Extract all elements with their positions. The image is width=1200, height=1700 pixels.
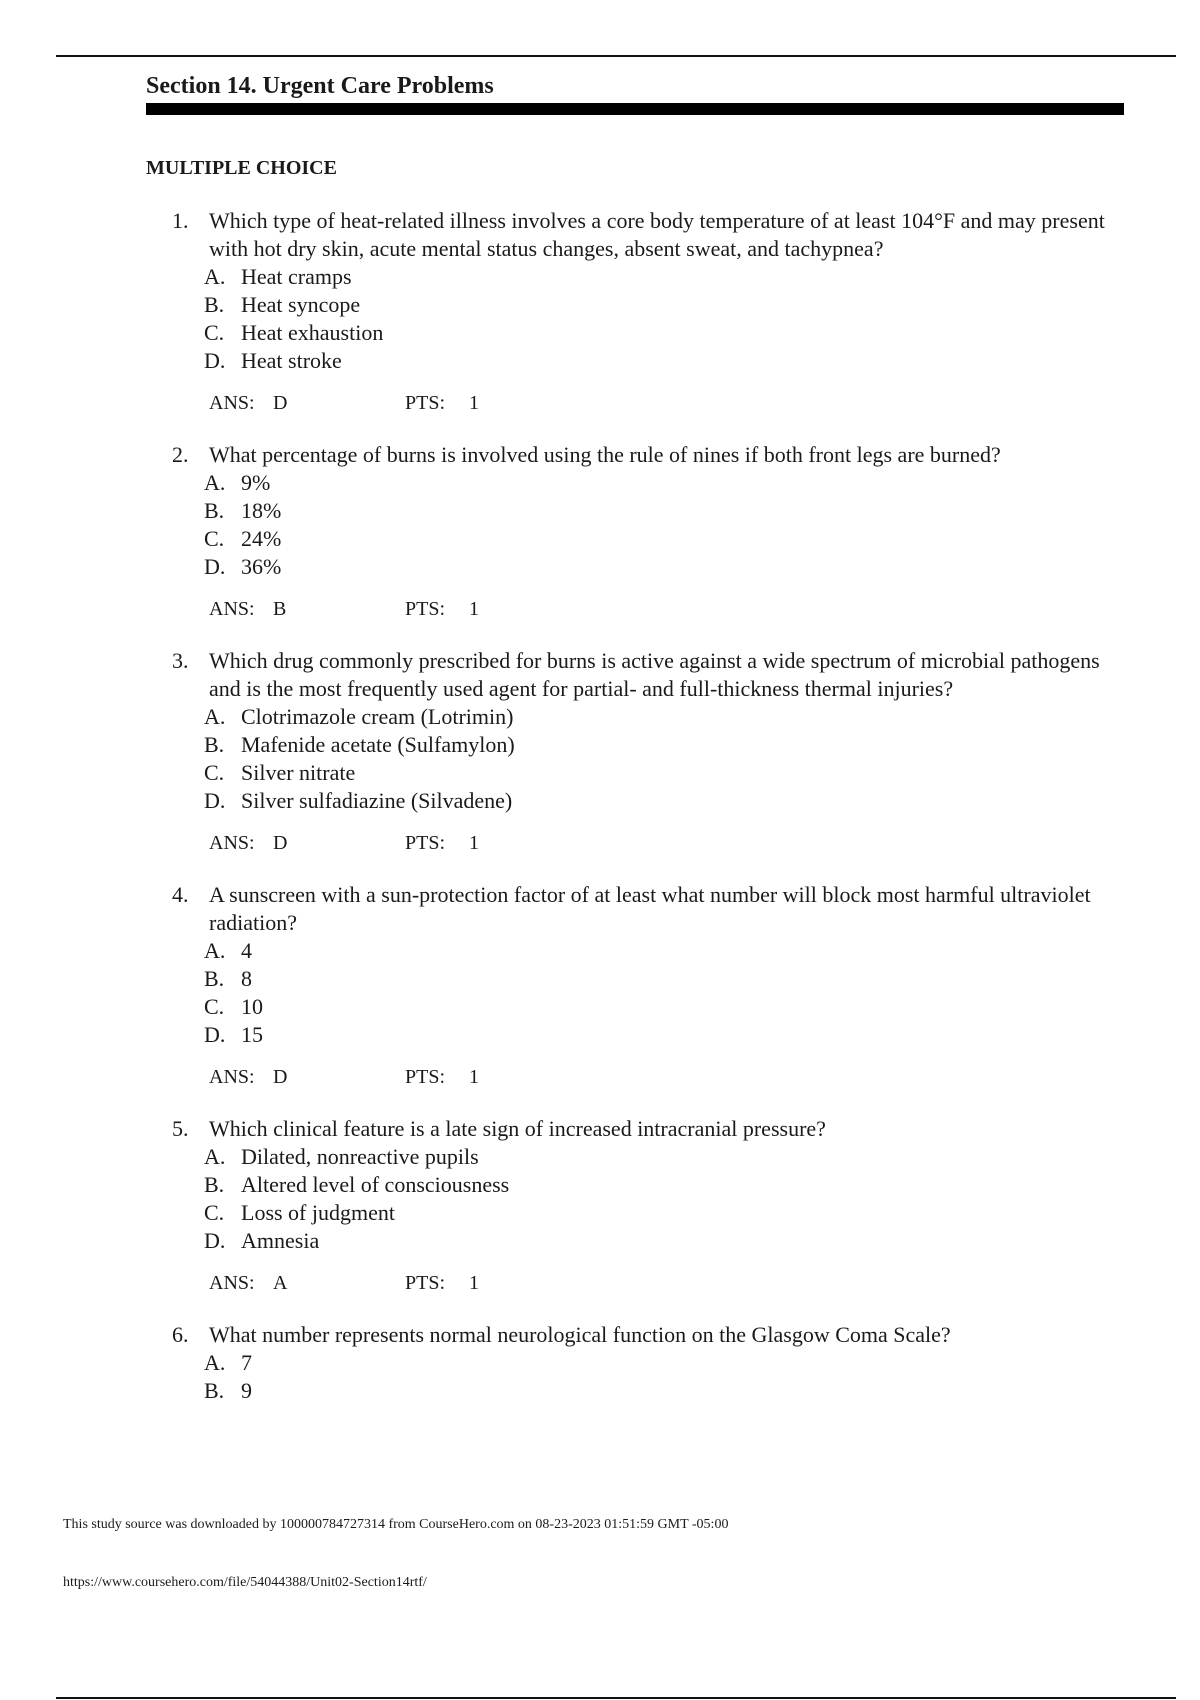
choice-letter: D. [204,348,226,373]
choice-a [204,1143,1132,1171]
choice-b [204,1171,1132,1199]
question-stem: A sunscreen with a sun-protection factor of at least what number will block most harmful ultraviolet radiation? [209,882,1091,935]
choice-list [204,263,1132,375]
choice-a [204,263,1132,291]
choice-b [204,965,1132,993]
choice-c [204,993,1132,1021]
choice-letter: B. [204,1172,225,1197]
choice-text: Altered level of consciousness [241,1172,510,1197]
choice-list [204,1143,1132,1255]
choice-text: Mafenide acetate (Sulfamylon) [241,732,515,757]
choice-letter: D. [204,788,226,813]
choice-text: Silver sulfadiazine (Silvadene) [241,788,513,813]
choice-c [204,759,1132,787]
question-number: 4. [172,882,189,907]
choice-letter: C. [204,1200,225,1225]
points-label: PTS: [405,598,446,620]
choice-text: Heat stroke [241,348,342,373]
question-list [172,207,1132,1405]
choice-list [204,937,1132,1049]
answer-line [209,1269,1132,1297]
points-value: 1 [469,832,479,854]
choice-d [204,553,1132,581]
choice-d [204,1227,1132,1255]
choice-text: 36% [241,554,282,579]
question-stem: Which type of heat-related illness involves a core body temperature of at least 104°F and may present with hot dry skin, acute mental status changes, absent sweat, and tachypnea? [209,208,1105,261]
choice-letter: D. [204,1228,226,1253]
choice-d [204,347,1132,375]
choice-a [204,703,1132,731]
points-label: PTS: [405,1272,446,1294]
choice-a [204,937,1132,965]
choice-text: Heat exhaustion [241,320,384,345]
answer-value: A [273,1272,288,1294]
choice-letter: B. [204,498,225,523]
answer-line [209,829,1132,857]
choice-d [204,787,1132,815]
choice-letter: A. [204,938,226,963]
choice-list [204,469,1132,581]
answer-line [209,595,1132,623]
choice-c [204,319,1132,347]
choice-text: Loss of judgment [241,1200,395,1225]
choice-letter: A. [204,1350,226,1375]
source-url: https://www.coursehero.com/file/54044388/Unit02-Section14rtf/ [63,1575,427,1590]
choice-text: Heat syncope [241,292,361,317]
points-value: 1 [469,598,479,620]
question-number: 3. [172,648,189,673]
choice-text: 4 [241,938,252,963]
multiple-choice-heading: MULTIPLE CHOICE [146,157,337,179]
choice-a [204,1349,1132,1377]
points-value: 1 [469,1272,479,1294]
choice-list [204,703,1132,815]
answer-line [209,389,1132,417]
answer-value: D [273,832,288,854]
choice-text: Amnesia [241,1228,320,1253]
question-stem: Which clinical feature is a late sign of increased intracranial pressure? [209,1116,826,1141]
points-label: PTS: [405,832,446,854]
question-2 [172,441,1132,623]
choice-letter: A. [204,704,226,729]
choice-b [204,497,1132,525]
question-stem: What percentage of burns is involved using the rule of nines if both front legs are burned? [209,442,1001,467]
choice-b [204,291,1132,319]
points-value: 1 [469,1066,479,1088]
choice-text: 9 [241,1378,252,1403]
choice-a [204,469,1132,497]
choice-text: Heat cramps [241,264,352,289]
choice-letter: A. [204,1144,226,1169]
choice-letter: A. [204,264,226,289]
choice-letter: B. [204,732,225,757]
choice-letter: C. [204,760,225,785]
bottom-rule [56,1697,1176,1699]
question-stem: Which drug commonly prescribed for burns is active against a wide spectrum of microbial pathogens and is the most frequently used agent for partial- and full-thickness thermal injuries? [209,648,1100,701]
answer-label: ANS: [209,392,255,414]
top-rule [56,55,1176,57]
answer-value: D [273,392,288,414]
question-6 [172,1321,1132,1405]
question-number: 1. [172,208,189,233]
choice-text: 18% [241,498,282,523]
choice-c [204,1199,1132,1227]
choice-letter: D. [204,1022,226,1047]
answer-label: ANS: [209,1272,255,1294]
answer-value: B [273,598,287,620]
choice-list [204,1349,1132,1405]
choice-text: 15 [241,1022,263,1047]
question-number: 5. [172,1116,189,1141]
choice-letter: B. [204,966,225,991]
choice-letter: C. [204,994,225,1019]
choice-b [204,731,1132,759]
answer-label: ANS: [209,832,255,854]
question-5 [172,1115,1132,1297]
choice-text: 10 [241,994,263,1019]
choice-letter: D. [204,554,226,579]
choice-letter: B. [204,292,225,317]
answer-line [209,1063,1132,1091]
choice-text: 8 [241,966,252,991]
answer-value: D [273,1066,288,1088]
choice-text: 24% [241,526,282,551]
question-4 [172,881,1132,1091]
choice-letter: B. [204,1378,225,1403]
choice-d [204,1021,1132,1049]
question-stem: What number represents normal neurological function on the Glasgow Coma Scale? [209,1322,951,1347]
title-underline-bar [146,103,1124,115]
choice-text: 7 [241,1350,252,1375]
download-source-notice: This study source was downloaded by 100000784727314 from CourseHero.com on 08-23-2023 01:51:59 GMT -05:00 [63,1517,729,1532]
question-1 [172,207,1132,417]
question-3 [172,647,1132,857]
points-label: PTS: [405,392,446,414]
answer-label: ANS: [209,598,255,620]
choice-text: Silver nitrate [241,760,356,785]
choice-letter: C. [204,526,225,551]
points-label: PTS: [405,1066,446,1088]
choice-b [204,1377,1132,1405]
choice-c [204,525,1132,553]
points-value: 1 [469,392,479,414]
choice-letter: C. [204,320,225,345]
choice-text: Clotrimazole cream (Lotrimin) [241,704,514,729]
choice-letter: A. [204,470,226,495]
question-number: 6. [172,1322,189,1347]
choice-text: Dilated, nonreactive pupils [241,1144,479,1169]
choice-text: 9% [241,470,271,495]
question-number: 2. [172,442,189,467]
section-title: Section 14. Urgent Care Problems [146,73,494,99]
answer-label: ANS: [209,1066,255,1088]
